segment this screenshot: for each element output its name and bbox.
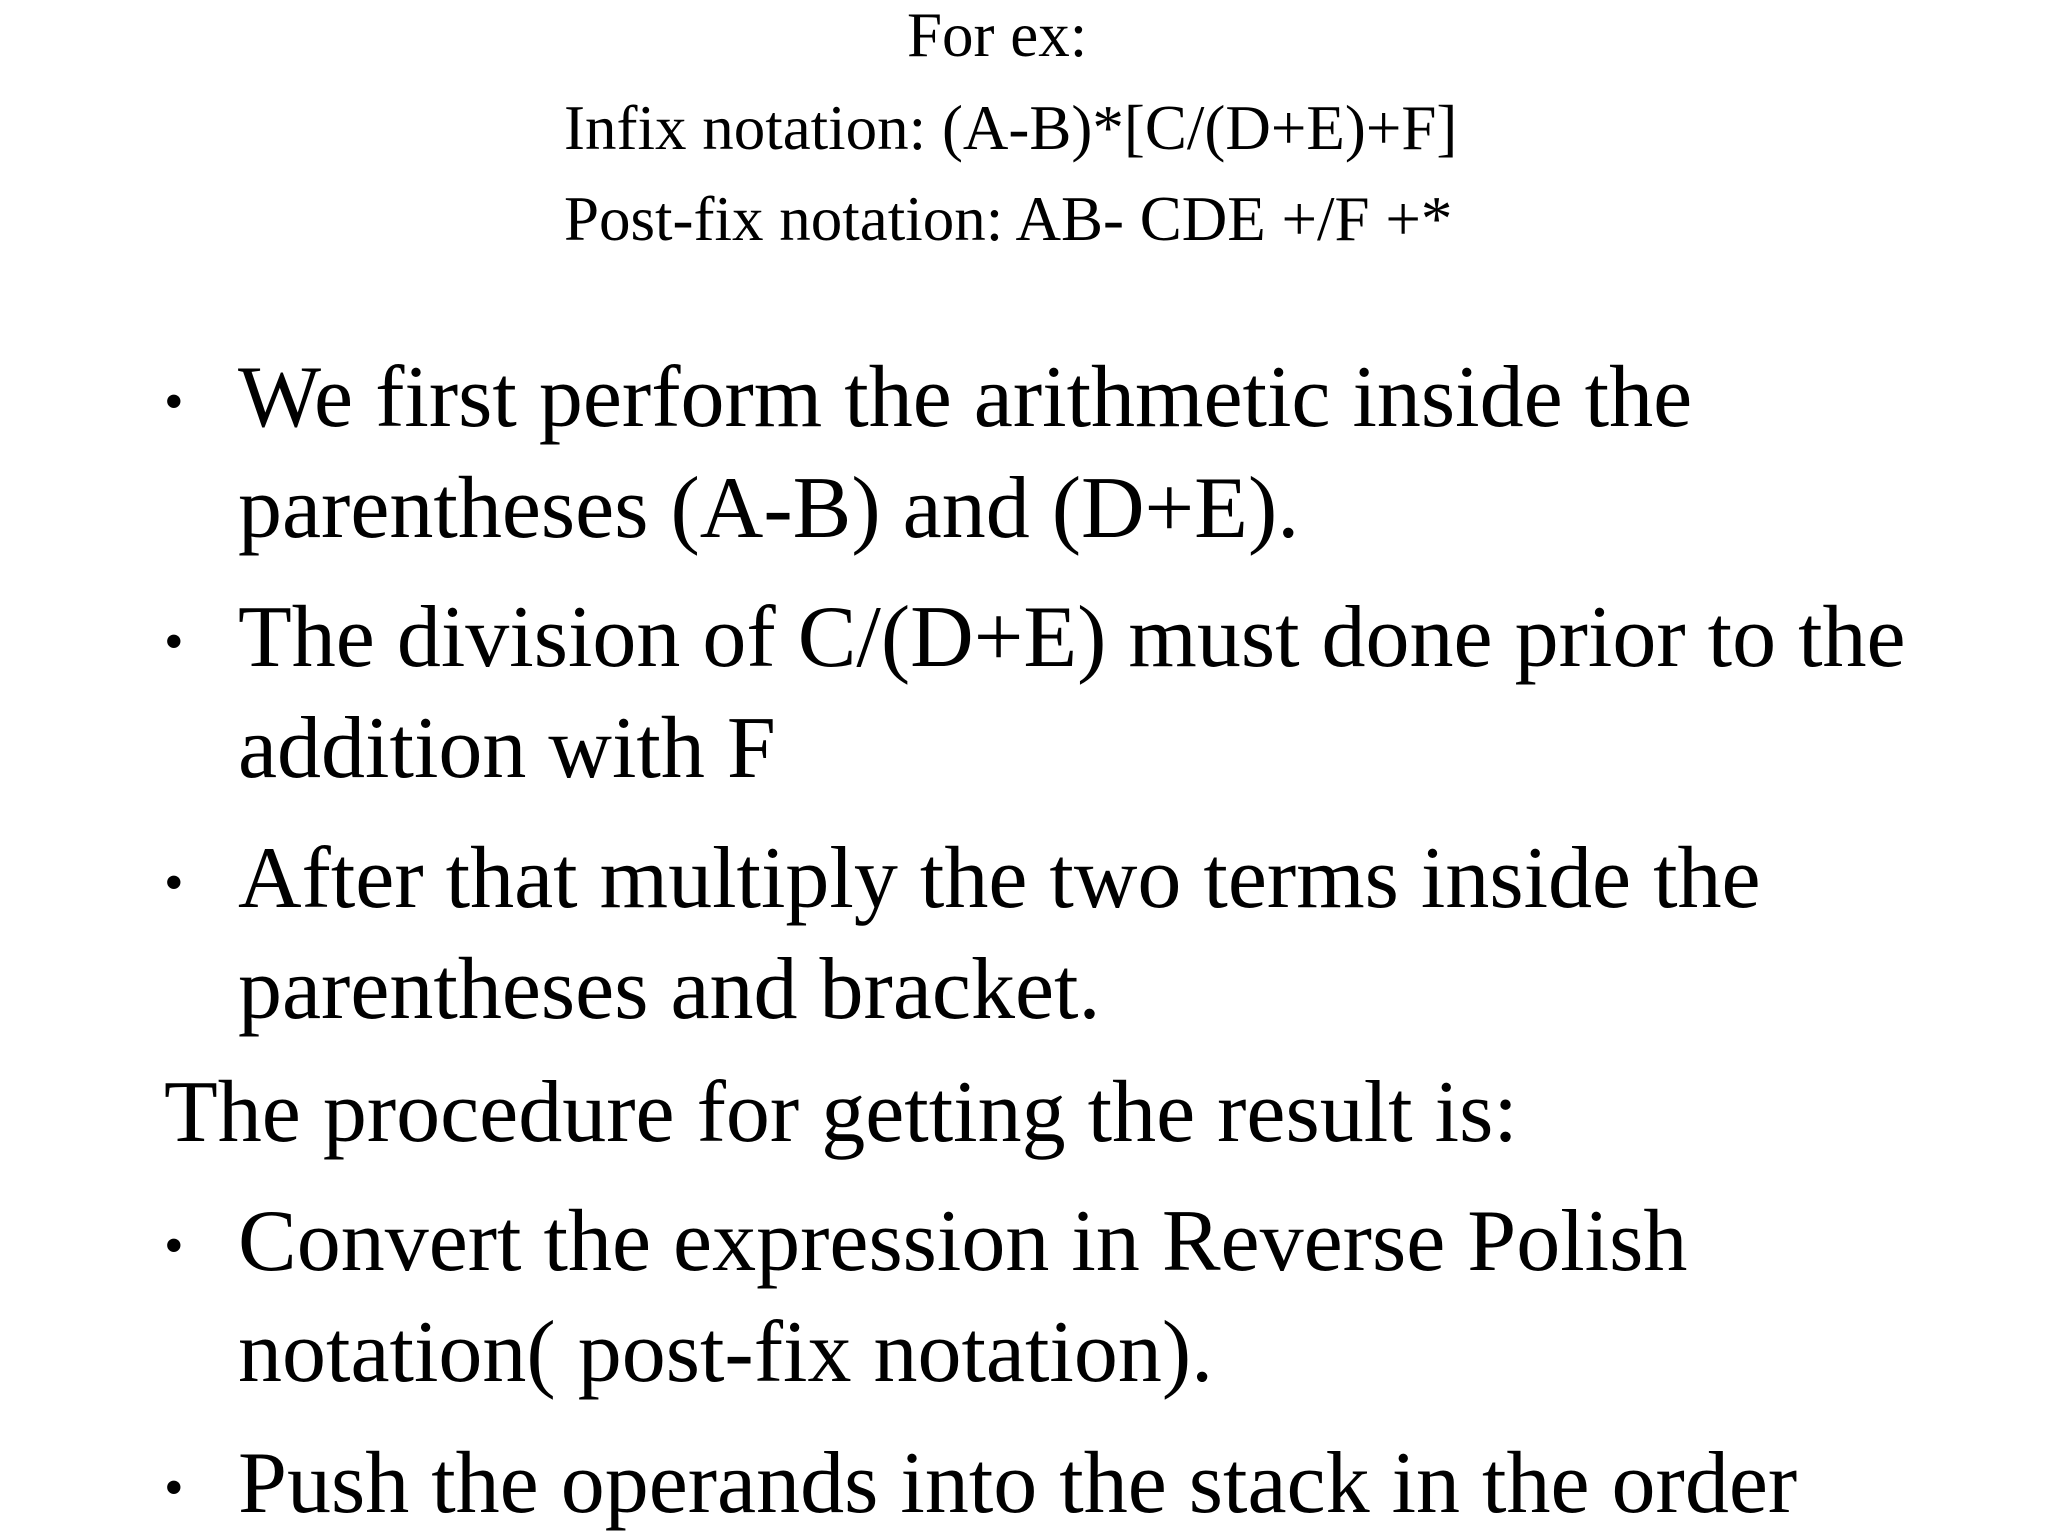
postfix-notation-line: Post-fix notation: AB- CDE +/F +*: [564, 184, 1453, 254]
bullet-marker: •: [164, 1457, 184, 1519]
procedure-heading: The procedure for getting the result is:: [164, 1064, 1518, 1161]
bullet-marker: •: [164, 852, 184, 914]
bullet-line: Push the operands into the stack in the order: [238, 1435, 1798, 1532]
bullet-line: parentheses (A-B) and (D+E).: [238, 460, 1300, 557]
bullet-marker: •: [164, 1215, 184, 1277]
bullet-marker: •: [164, 611, 184, 673]
bullet-line: After that multiply the two terms inside the: [238, 830, 1761, 927]
bullet-marker: •: [164, 371, 184, 433]
bullet-line: addition with F: [238, 700, 776, 797]
bullet-line: The division of C/(D+E) must done prior to the: [238, 589, 1906, 686]
bullet-line: parentheses and bracket.: [238, 941, 1101, 1038]
bullet-line: Convert the expression in Reverse Polish: [238, 1193, 1688, 1290]
infix-notation-line: Infix notation: (A-B)*[C/(D+E)+F]: [564, 93, 1458, 163]
example-label: For ex:: [907, 0, 1088, 70]
bullet-line: notation( post-fix notation).: [238, 1304, 1214, 1401]
bullet-line: We first perform the arithmetic inside the: [238, 349, 1693, 446]
